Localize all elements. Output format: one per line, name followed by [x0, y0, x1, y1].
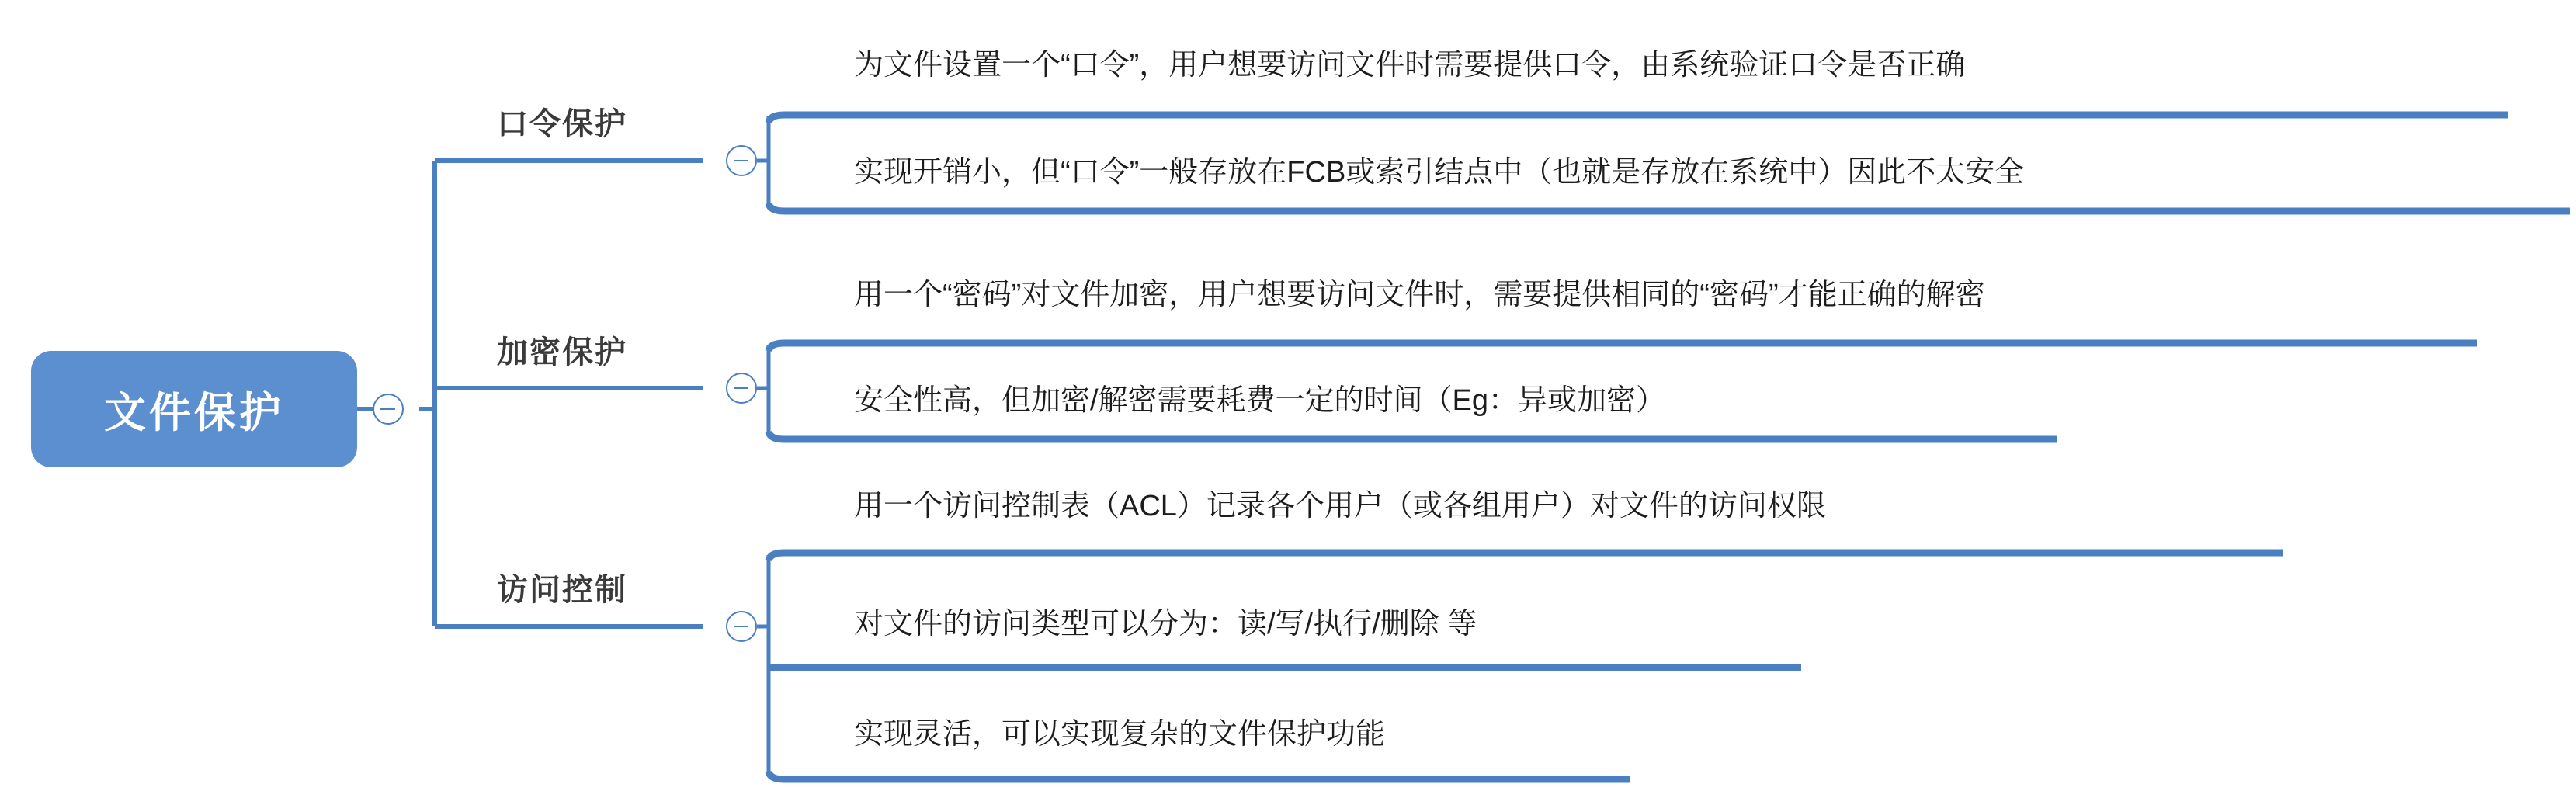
branch-label-2[interactable]: 加密保护	[497, 335, 627, 370]
leaf-text-3-1: 用一个访问控制表（ACL）记录各个用户（或各组用户）对文件的访问权限	[854, 490, 1826, 522]
branch-label-3[interactable]: 访问控制	[497, 573, 627, 607]
leaf-text-3-3: 实现灵活，可以实现复杂的文件保护功能	[854, 718, 1386, 751]
root-node[interactable]	[31, 351, 357, 467]
branch-label-1[interactable]: 口令保护	[497, 107, 627, 141]
root-node-label: 文件保护	[104, 389, 284, 436]
leaf-text-3-2: 对文件的访问类型可以分为：读/写/执行/删除 等	[854, 608, 1477, 640]
collapse-minus-icon-root[interactable]	[373, 394, 404, 425]
collapse-minus-icon-branch-2[interactable]	[726, 373, 757, 404]
leaf-text-2-2: 安全性高，但加密/解密需要耗费一定的时间（Eg：异或加密）	[854, 384, 1666, 417]
leaf-text-1-2: 实现开销小，但“口令”一般存放在FCB或索引结点中（也就是存放在系统中）因此不太安全	[854, 156, 2025, 189]
leaf-text-1-1: 为文件设置一个“口令”，用户想要访问文件时需要提供口令，由系统验证口令是否正确	[854, 49, 1966, 82]
collapse-minus-icon-branch-3[interactable]	[726, 611, 757, 642]
leaf-text-2-1: 用一个“密码”对文件加密，用户想要访问文件时，需要提供相同的“密码”才能正确的解密	[854, 279, 1985, 311]
collapse-minus-icon-branch-1[interactable]	[726, 145, 757, 176]
